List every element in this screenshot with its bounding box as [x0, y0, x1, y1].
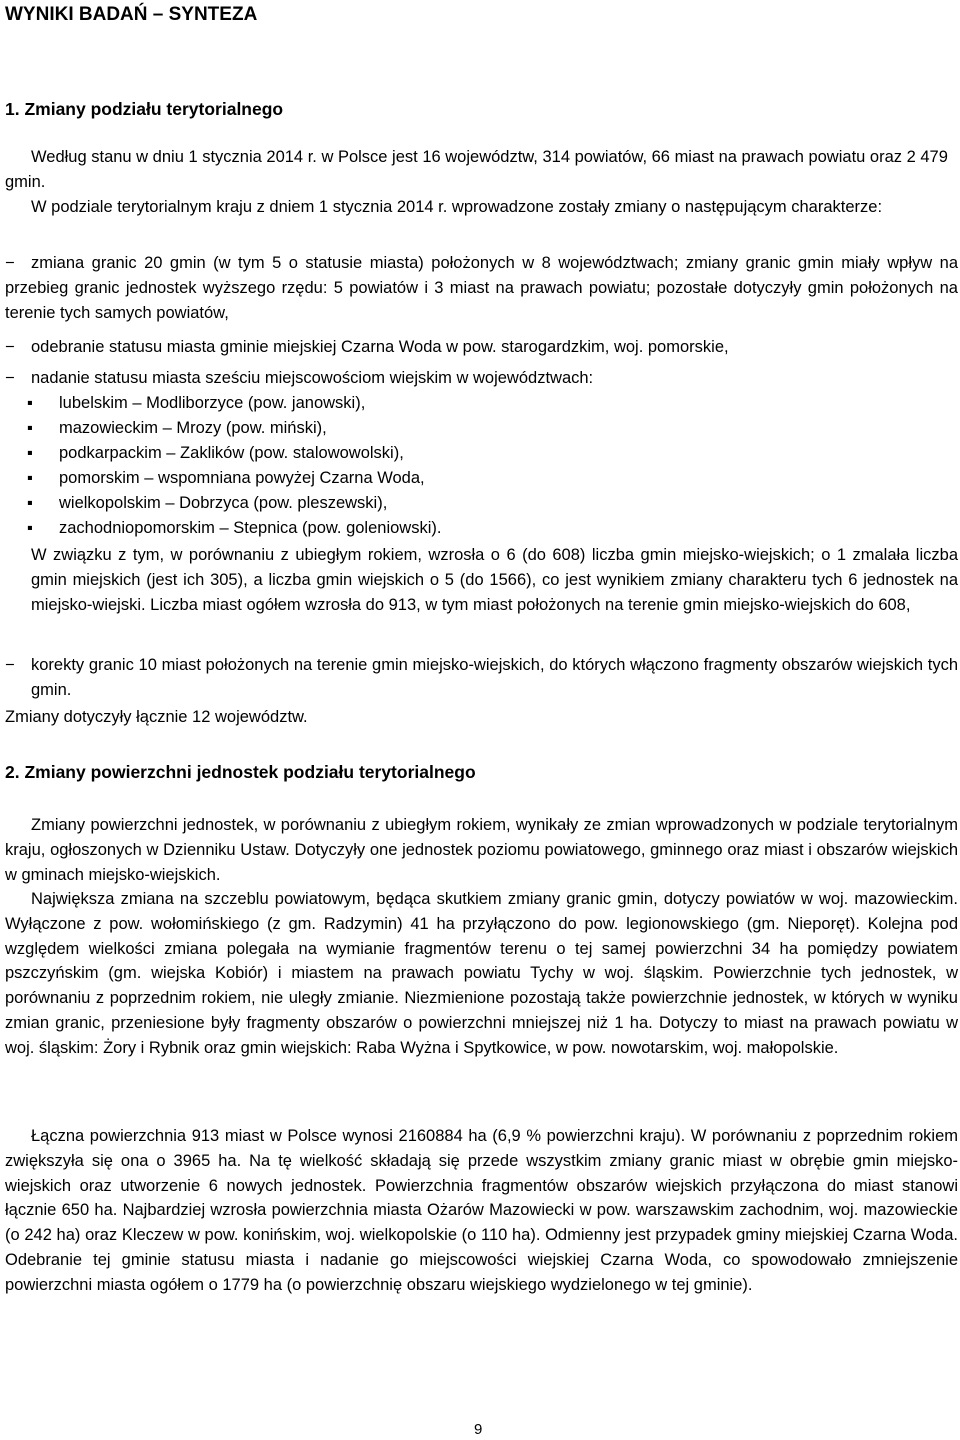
section-2-paragraph-2: Największa zmiana na szczeblu powiatowym, będąca skutkiem zmiany granic gmin, dotyczy powiatów w woj. mazowieckim. Wyłączone z pow. wołomińskiego (z gm. Radzymin) 41 ha przyłączono do pow. legionowskiego (gm. Nieporęt). Kolejna pod względem wielkości zmiana polegała na wymianie fragmentów terenu o tej samej powierzchni 34 ha pomiędzy powiatem pszczyńskim (gm. wiejska Kobiór) i miastem na prawach powiatu Tychy w woj. śląskim. Powierzchnie tych jednostek, w porównaniu z poprzednim rokiem, nie uległy zmianie. Niezmienione pozostają także powierzchnie jednostek, w których w wyniku zmian granic, przeniesione były fragmenty obszarów o powierzchni mniejszej niż 1 ha. Dotyczy to miast na prawach powiatu w woj. śląskim: Żory i Rybnik oraz gmin wiejskich: Raba Wyżna i Spytkowice, w pow. nowotarskim, woj. małopolskie.: [5, 890, 958, 1057]
section-2-heading: 2. Zmiany powierzchni jednostek podziału terytorialnego: [5, 762, 476, 782]
section-1-paragraph-2: W podziale terytorialnym kraju z dniem 1 stycznia 2014 r. wprowadzone zostały zmiany o następującym charakterze:: [31, 198, 883, 216]
list-item: [5, 416, 958, 441]
dash-marker: −: [5, 656, 15, 674]
list-item-text: pomorskim – wspomniana powyżej Czarna Woda,: [59, 468, 425, 487]
dash-marker: −: [5, 369, 15, 387]
list-item: [5, 516, 958, 541]
bullet-marker: ▪: [27, 443, 33, 462]
bullet-marker: ▪: [27, 518, 33, 537]
list-item-text: lubelskim – Modliborzyce (pow. janowski),: [59, 394, 366, 412]
list-item-text: mazowieckim – Mrozy (pow. miński),: [59, 418, 327, 437]
change-item-3: [5, 366, 958, 391]
change-item-4: [5, 653, 958, 703]
change-item-2: [5, 335, 958, 360]
list-item: [5, 491, 958, 516]
list-item: [5, 441, 958, 466]
document-title: WYNIKI BADAŃ – SYNTEZA: [5, 4, 258, 25]
change-item-1: [5, 251, 958, 325]
bullet-marker: ▪: [27, 468, 33, 487]
bullet-marker: ▪: [27, 418, 33, 437]
section-2-paragraph-3: Łączna powierzchnia 913 miast w Polsce wynosi 2160884 ha (6,9 % powierzchni kraju). W porównaniu z poprzednim rokiem zwiększyła się ona o 3965 ha. Na tę wielkość składają się przede wszystkim zmiany granic miast w obrębie gmin miejsko-wiejskich oraz utworzenie 6 nowych jednostek. Powierzchnia fragmentów obszarów wiejskich przyłączona do miast stanowi łącznie 650 ha. Najbardziej wzrosła powierzchnia miasta Ożarów Mazowiecki w pow. warszawskim zachodnim, woj. mazowieckie (o 242 ha) oraz Kleczew w pow. konińskim, woj. wielkopolskie (o 110 ha). Odmienny jest przypadek gminy miejskiej Czarna Woda. Odebranie tej gminie statusu miasta i nadanie go miejscowości wiejskiej Czarna Woda, co spowodowało zmniejszenie powierzchni miasta ogółem o 1779 ha (o powierzchnię obszaru wiejskiego wydzielonego w tej gminie).: [5, 1127, 958, 1294]
bullet-marker: ▪: [27, 493, 33, 512]
voivodeship-list: [5, 391, 958, 540]
bullet-marker: ▪: [27, 394, 33, 412]
list-item-text: wielkopolskim – Dobrzyca (pow. pleszewski),: [59, 493, 388, 512]
list-item-text: zachodniopomorskim – Stepnica (pow. goleniowski).: [59, 518, 442, 537]
list-item-text: podkarpackim – Zaklików (pow. stalowowolski),: [59, 443, 404, 462]
dash-marker: −: [5, 338, 15, 356]
change-item-1-text: zmiana granic 20 gmin (w tym 5 o statusie miasta) położonych w 8 województwach; zmiany granic gmin miały wpływ na przebieg granic jednostek wyższego rzędu: 5 powiatów i 3 miast na prawach powiatu; pozostałe dotyczyły gmin położonych na terenie tych samych powiatów,: [5, 254, 958, 322]
change-item-2-text: odebranie statusu miasta gminie miejskiej Czarna Woda w pow. starogardzkim, woj. pomorskie,: [31, 338, 729, 356]
change-item-3-continuation: W związku z tym, w porównaniu z ubiegłym rokiem, wzrosła o 6 (do 608) liczba gmin miejsko-wiejskich; o 1 zmalała liczba gmin miejskich (jest ich 305), a liczba gmin wiejskich o 5 (do 1566), co jest wynikiem zmiany charakteru tych 6 jednostek na miejsko-wiejski. Liczba miast ogółem wzrosła do 913, w tym miast położonych na terenie gmin miejsko-wiejskich do 608,: [31, 546, 958, 614]
section-1-closing: Zmiany dotyczyły łącznie 12 województw.: [5, 708, 308, 726]
list-item: [5, 466, 958, 491]
section-1-heading: 1. Zmiany podziału terytorialnego: [5, 99, 284, 119]
dash-marker: −: [5, 254, 15, 272]
page-number: 9: [474, 1421, 483, 1438]
list-item: [5, 391, 958, 416]
change-item-3-text: nadanie statusu miasta sześciu miejscowościom wiejskim w województwach:: [31, 369, 594, 387]
change-item-4-text: korekty granic 10 miast położonych na terenie gmin miejsko-wiejskich, do których włączono fragmenty obszarów wiejskich tych gmin.: [31, 656, 958, 699]
section-2-paragraph-1: Zmiany powierzchni jednostek, w porównaniu z ubiegłym rokiem, wynikały ze zmian wprowadzonych w podziale terytorialnym kraju, ogłoszonych w Dzienniku Ustaw. Dotyczyły one jednostek poziomu powiatowego, gminnego oraz miast i obszarów wiejskich w gminach miejsko-wiejskich.: [5, 816, 958, 884]
section-1-paragraph-1: Według stanu w dniu 1 stycznia 2014 r. w Polsce jest 16 województw, 314 powiatów, 66 miast na prawach powiatu oraz 2 479 gmin.: [5, 148, 948, 191]
